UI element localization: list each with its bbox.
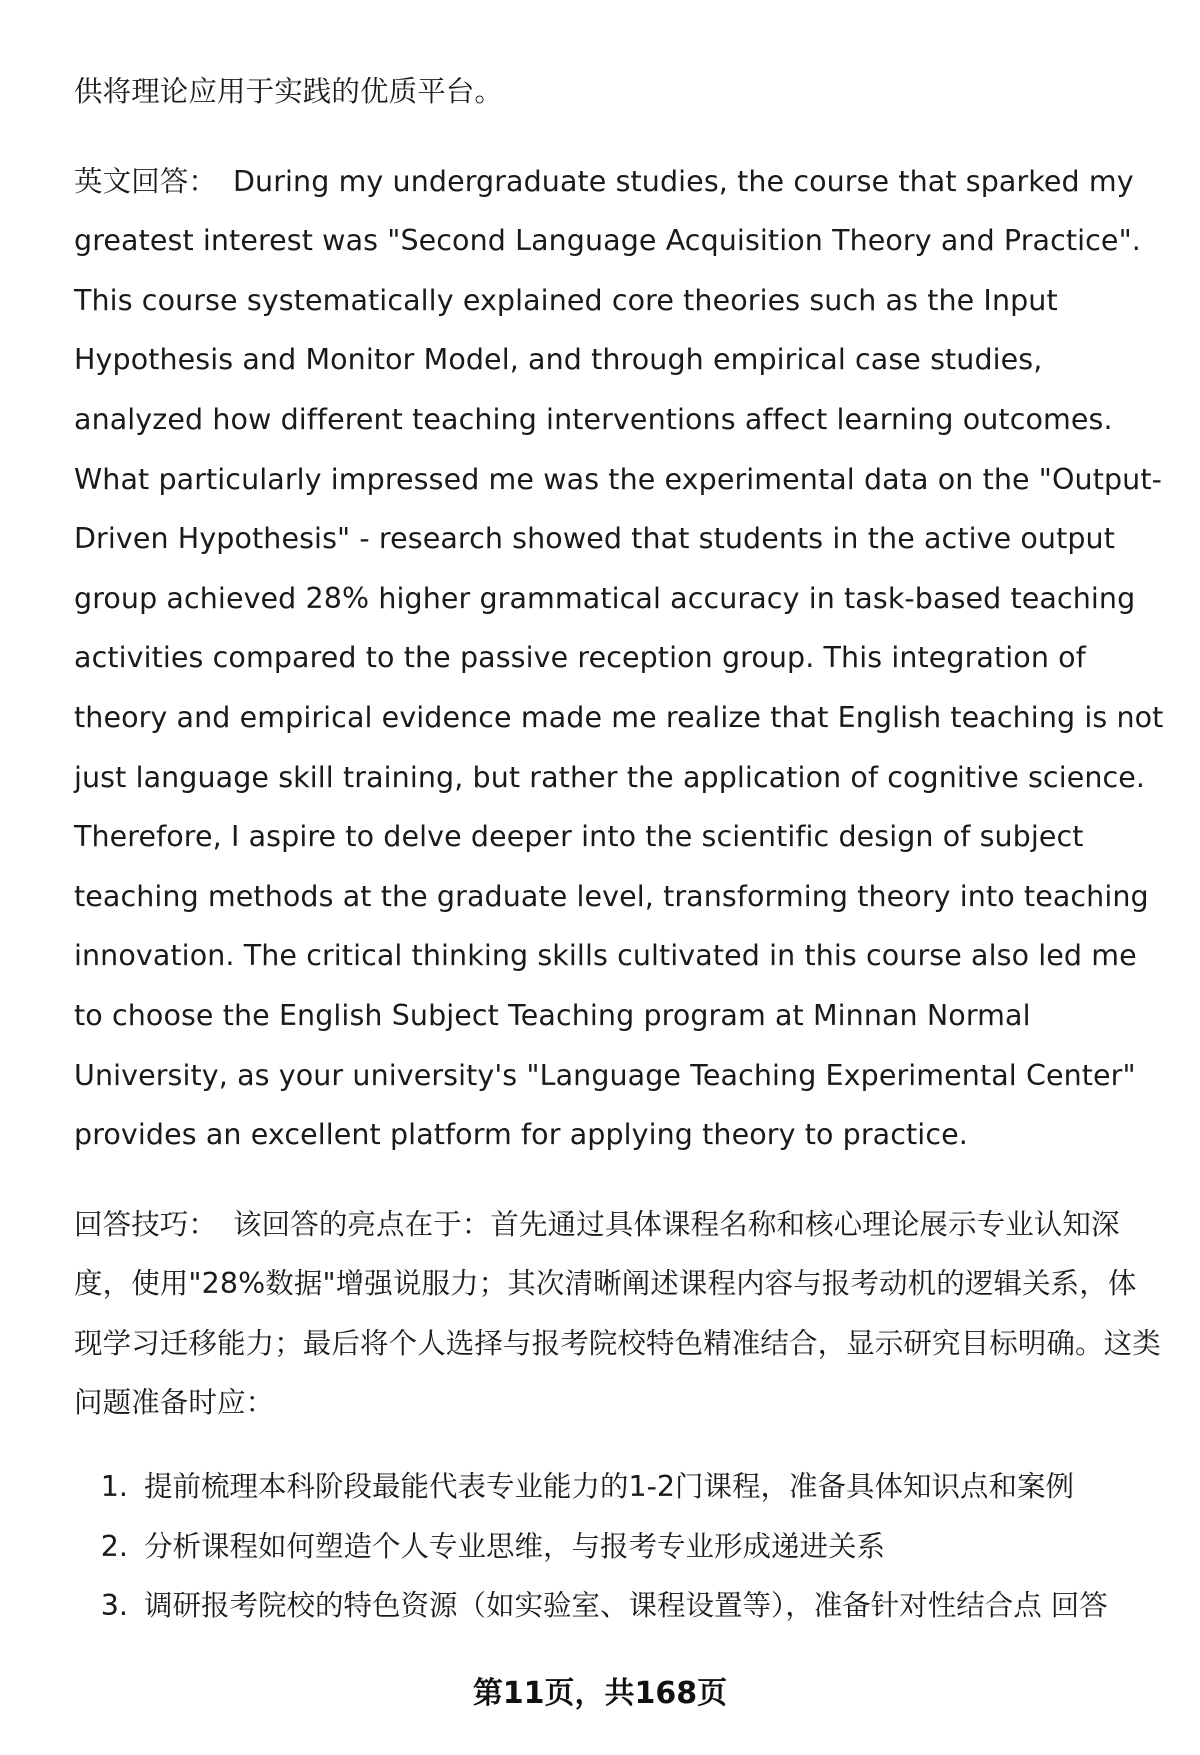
list-item-number: 1.	[100, 1470, 128, 1504]
list-item	[74, 1457, 1164, 1517]
preparation-list	[74, 1457, 1164, 1636]
english-answer-text: During my undergraduate studies, the course that sparked my greatest interest was "Second Language Acquisition Theory and Practice". This course systematically explained core theories such as the Input Hypothesis and Monitor Model, and through empirical case studies, analyzed how different teaching interventions affect learning outcomes. What particularly impressed me was the experimental data on the "Output-Driven Hypothesis" - research showed that students in the active output group achieved 28% higher grammatical accuracy in task-based teaching activities compared to the passive reception group. This integration of theory and empirical evidence made me realize that English teaching is not just language skill training, but rather the application of cognitive science. Therefore, I aspire to delve deeper into the scientific design of subject teaching methods at the graduate level, transforming theory into teaching innovation. The critical thinking skills cultivated in this course also led me to choose the English Subject Teaching program at Minnan Normal University, as your university's "Language Teaching Experimental Center" provides an excellent platform for applying theory to practice.	[74, 164, 1164, 1152]
list-item-text: 分析课程如何塑造个人专业思维，与报考专业形成递进关系	[144, 1529, 886, 1563]
list-item-number: 3.	[100, 1589, 128, 1623]
page-number-footer: 第11页，共168页	[472, 1676, 728, 1711]
list-item-number: 2.	[100, 1529, 128, 1563]
english-answer-label: 英文回答：	[74, 164, 218, 198]
document-body	[74, 62, 1164, 1636]
english-answer-paragraph	[74, 152, 1164, 1165]
intro-tail-paragraph: 供将理论应用于实践的优质平台。	[74, 75, 504, 108]
tips-label: 回答技巧：	[74, 1207, 218, 1241]
tips-paragraph	[74, 1195, 1164, 1433]
list-item	[74, 1517, 1164, 1577]
list-item-text: 提前梳理本科阶段最能代表专业能力的1-2门课程，准备具体知识点和案例	[144, 1470, 1075, 1504]
list-item	[74, 1576, 1164, 1636]
list-item-text: 调研报考院校的特色资源（如实验室、课程设置等），准备针对性结合点 回答	[144, 1589, 1108, 1623]
tips-text: 该回答的亮点在于：首先通过具体课程名称和核心理论展示专业认知深度，使用"28%数据"增强说服力；其次清晰阐述课程内容与报考动机的逻辑关系，体现学习迁移能力；最后将个人选择与报考院校特色精准结合，显示研究目标明确。这类问题准备时应：	[74, 1207, 1161, 1420]
